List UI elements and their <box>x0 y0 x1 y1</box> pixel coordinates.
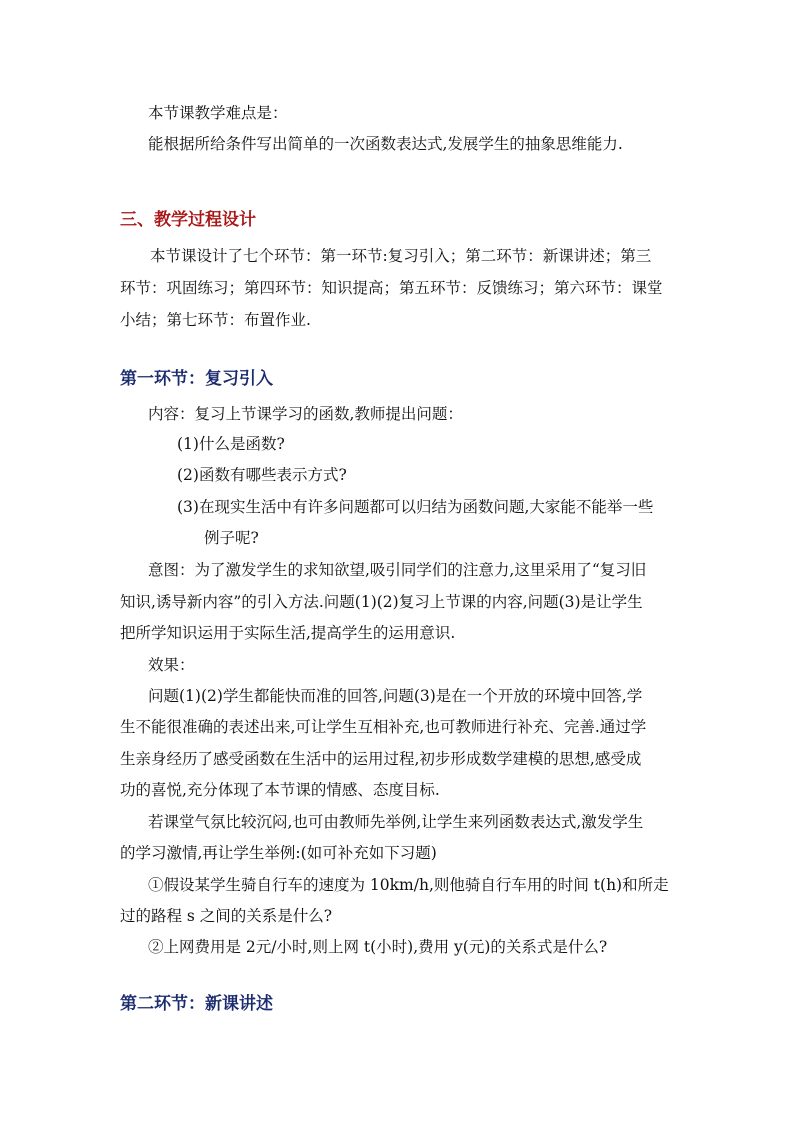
section-paragraph-line: 本节课设计了七个环节：第一环节:复习引入；第二环节：新课讲述；第三 <box>150 247 652 265</box>
section-paragraph-line: 小结；第七环节：布置作业. <box>120 311 311 329</box>
effect-line: 生亲身经历了感受函数在生活中的运用过程,初步形成数学建模的思想,感受成 <box>120 750 642 768</box>
effect-line: 生不能很准确的表述出来,可让学生互相补充,也可教师进行补充、完善.通过学 <box>120 718 647 736</box>
effect-label: 效果： <box>148 656 195 674</box>
exercise-item-continuation: 过的路程 s 之间的关系是什么? <box>120 907 333 925</box>
intent-line: 知识,诱导新内容”的引入方法.问题(1)(2)复习上节课的内容,问题(3)是让学生 <box>120 593 643 611</box>
exercise-item: ②上网费用是 2元/小时,则上网 t(小时),费用 y(元)的关系式是什么? <box>148 938 608 956</box>
question-item-continuation: 例子呢? <box>204 529 259 547</box>
extra-line: 的学习激情,再让学生举例:(如可补充如下习题) <box>120 844 437 862</box>
step2-heading: 第二环节：新课讲述 <box>120 994 273 1014</box>
intent-line: 把所学知识运用于实际生活,提高学生的运用意识. <box>120 624 456 642</box>
exercise-item: ①假设某学生骑自行车的速度为 10km/h,则他骑自行车用的时间 t(h)和所走 <box>148 876 669 894</box>
effect-line: 问题(1)(2)学生都能快而准的回答,问题(3)是在一个开放的环境中回答,学 <box>148 687 643 705</box>
effect-line: 功的喜悦,充分体现了本节课的情感、态度目标. <box>120 781 440 799</box>
intent-line: 意图：为了激发学生的求知欲望,吸引同学们的注意力,这里采用了“复习旧 <box>148 561 647 579</box>
step1-heading: 第一环节：复习引入 <box>120 369 273 389</box>
difficulty-text: 能根据所给条件写出简单的一次函数表达式,发展学生的抽象思维能力. <box>148 135 623 153</box>
difficulty-label: 本节课教学难点是： <box>148 104 288 122</box>
section-heading-process: 三、教学过程设计 <box>120 210 256 230</box>
question-item: (3)在现实生活中有许多问题都可以归结为函数问题,大家能不能举一些 <box>177 498 654 516</box>
step1-content-intro: 内容：复习上节课学习的函数,教师提出问题： <box>148 405 463 423</box>
extra-line: 若课堂气氛比较沉闷,也可由教师先举例,让学生来列函数表达式,激发学生 <box>148 813 644 831</box>
section-paragraph-line: 环节：巩固练习；第四环节：知识提高；第五环节：反馈练习；第六环节：课堂 <box>120 279 663 297</box>
question-item: (1)什么是函数? <box>177 435 285 453</box>
question-item: (2)函数有哪些表示方式? <box>177 466 347 484</box>
